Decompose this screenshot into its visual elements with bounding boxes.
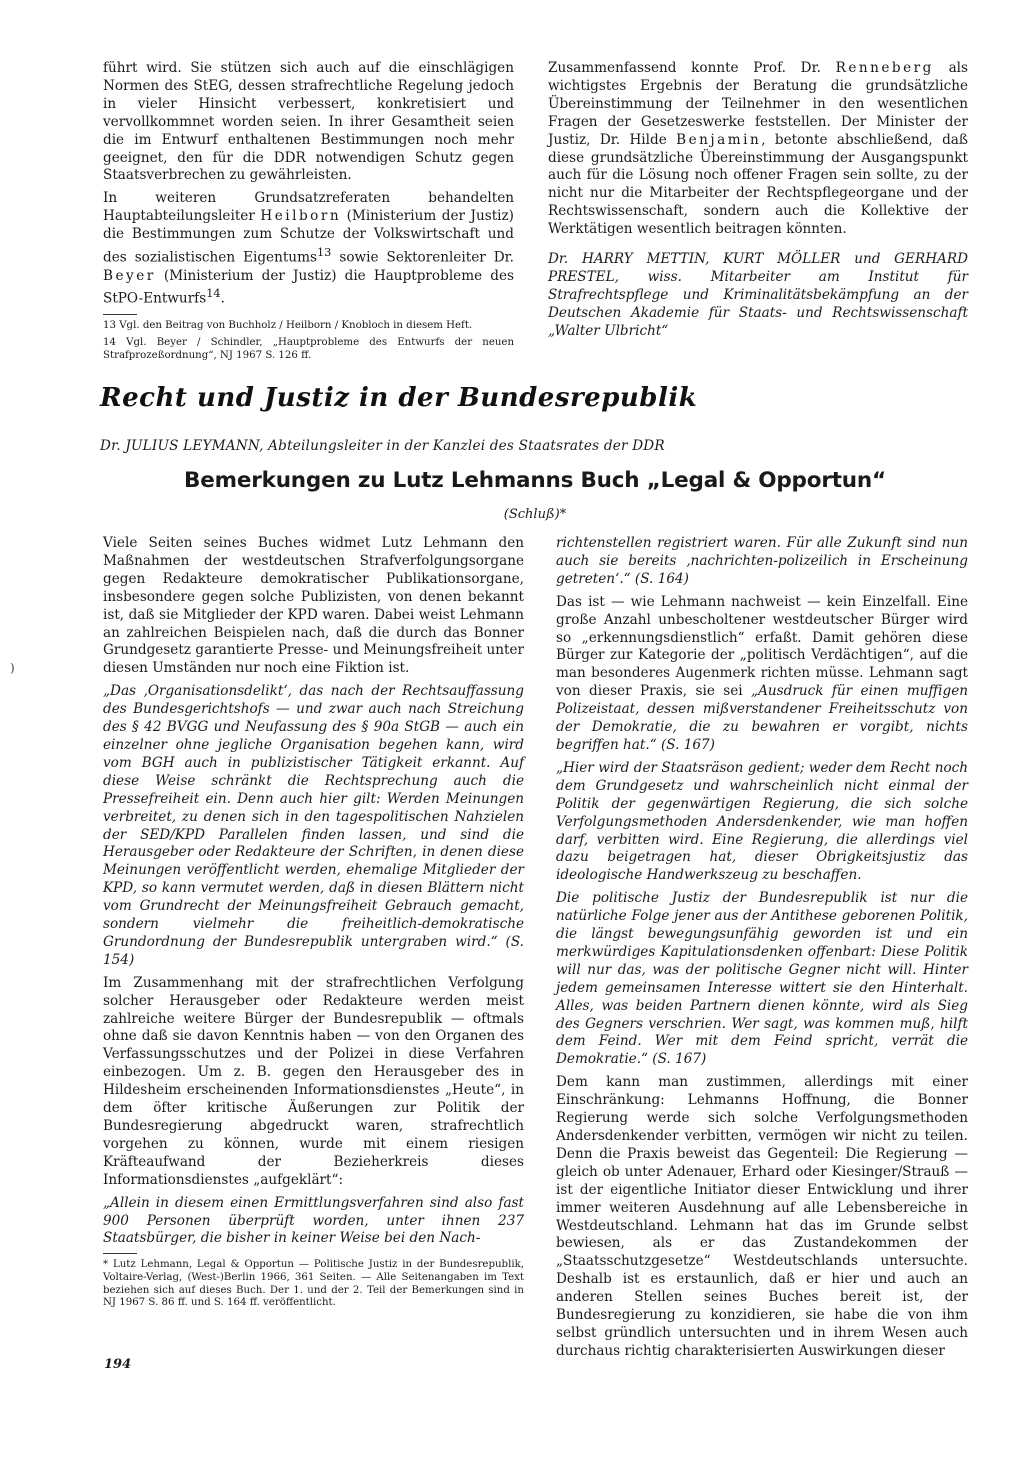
quote: Die politische Justiz der Bundesrepublik ist nur die natürliche Folge jener aus der Antithese geborenen Politik, die längst bewegungsunfähig geworden ist und ein merkwürdiges Kapitulationsdenken offenbart: Diese Politik will nur das, was der politische Gegner nicht will. Hinter jedem gemeinsamen Interesse wittert sie den Hinterhalt. Alles, was beiden Partnern dienen könnte, wird als Sieg des Gegners verschrien. Wer sagt, was kommen muß, hilft dem Feind. Wer mit dem Feind spricht, verrät die Demokratie.“ (S. 167) bbox=[556, 890, 968, 1068]
paragraph bbox=[103, 190, 514, 309]
person-name: Heilborn bbox=[260, 208, 342, 225]
author-line: Dr. JULIUS LEYMANN, Abteilungsleiter in der Kanzlei des Staatsrates der DDR bbox=[100, 438, 665, 454]
footnote-ref: 13 bbox=[316, 245, 332, 260]
paragraph bbox=[548, 60, 968, 239]
page-number: 194 bbox=[104, 1357, 132, 1372]
top-right-column bbox=[548, 60, 968, 346]
footnote-separator bbox=[103, 1253, 137, 1254]
paragraph: Dem kann man zustimmen, allerdings mit einer Einschränkung: Lehmanns Hoffnung, die Bonner Regierung werde sich solche Verfolgungsmethoden Andersdenkender verbitten, vermögen wir nicht zu teilen. Denn die Praxis beweist das Gegenteil: Die Regierung — gleich ob unter Adenauer, Erhard oder Kiesinger/Strauß — ist der eigentliche Initiator dieser Entwicklung und ihrer immer weiteren Ausdehnung auf alle Lebensbereiche in Westdeutschland. Lehmann hat das im Grunde selbst bewiesen, als er das Zustandekommen der „Staatsschutzgesetze“ Westdeutschlands untersuchte. Deshalb ist es erstaunlich, daß er hier und auch an anderen Stellen seines Buches bereit ist, der Bundesregierung zu konzidieren, sie habe die von ihm selbst gründlich untersuchten und in ihrem Wesen auch durchaus richtig charakterisierten Auswirkungen dieser bbox=[556, 1074, 968, 1359]
footnote: * Lutz Lehmann, Legal & Opportun — Politische Justiz in der Bundesrepublik, Voltaire-Verlag, (West-)Berlin 1966, 361 Seiten. — Alle Seitenangaben im Text beziehen sich auf dieses Buch. Der 1. und der 2. Teil der Bemerkungen sind in NJ 1967 S. 86 ff. und S. 164 ff. veröffentlicht. bbox=[103, 1259, 524, 1309]
person-name: Benjamin bbox=[676, 131, 762, 148]
person-name: Renneberg bbox=[835, 60, 934, 76]
quote: richtenstellen registriert waren. Für alle Zukunft sind nun auch sie bereits ‚nachrichten-polizeilich in Erscheinung getreten‘.“ (S. 164) bbox=[556, 535, 968, 587]
quote: „Ausdruck für einen muffigen Polizeistaat, dessen mißverstandener Freiheitsschutz von der Demokratie, die zu bewahren er vorgibt, nichts begriffen hat.“ (S. 167) bbox=[556, 683, 969, 753]
text: , betonte abschließend, daß diese grundsätzliche Übereinstimmung der Ausgangspunkt auch für die Lösung noch offener Fragen sein sollte, zu der nicht nur die Mitarbeiter der Rechtspflegeorgane und der Rechtswissenschaft, sondern auch die Kollektive der Werktätigen wesentlich beitragen könnten. bbox=[548, 131, 968, 238]
main-left-column bbox=[103, 535, 524, 1315]
paragraph: Im Zusammenhang mit der strafrechtlichen Verfolgung solcher Herausgeber oder Redakteure werden meist zahlreiche weitere Bürger der Bundesrepublik — oftmals ohne daß sie davon Kenntnis haben — von den Organen des Verfassungsschutzes und der Polizei in diese Verfahren einbezogen. Um z. B. gegen den Herausgeber des in Hildesheim erscheinenden Informationsdienstes „Heute“, in dem öfter kritische Äußerungen zur Politik der Bundesregierung abgedruckt waren, strafrechtlich vorgehen zu können, wurde mit einem riesigen Kräfteaufwand der Bezieherkreis dieses Informationsdienstes „aufgeklärt“: bbox=[103, 974, 524, 1188]
text: Das ist — wie Lehmann nachweist — kein Einzelfall. Eine große Anzahl unbescholtener westdeutscher Bürger wird so „erkennungsdienstlich“ erfaßt. Damit gehören diese Bürger zur Kategorie der „politisch Verdächtigen“, auf die man besonderes Augenmerk richten müsse. Lehmann sagt von dieser Praxis, sie sei bbox=[556, 593, 968, 700]
quote: „Hier wird der Staatsräson gedient; weder dem Recht noch dem Grundgesetz und wahrscheinlich nicht einmal der Politik der gegenwärtigen Regierung, die sich solche Verfolgungsmethoden Andersdenkender, wie man hoffen darf, verbitten wird. Eine Regierung, die allerdings viel dazu beigetragen hat, dieser Obrigkeitsjustiz das ideologische Handwerkszeug zu beschaffen. bbox=[556, 759, 968, 884]
paragraph: führt wird. Sie stützen sich auch auf die einschlägigen Normen des StEG, dessen strafrechtliche Regelung jedoch in vieler Hinsicht verbessert, konkretisiert und vervollkommnet worden seien. In ihrer Gesamtheit seien die im Entwurf enthaltenen Bestimmungen noch mehr geeignet, den für die DDR notwendigen Schutz gegen Staatsverbrechen zu gewährleisten. bbox=[103, 60, 514, 184]
section-title: Recht und Justiz in der Bundesrepublik bbox=[100, 383, 698, 413]
top-left-column bbox=[103, 60, 514, 368]
quote: „Das ‚Organisationsdelikt‘, das nach der Rechtsauffassung des Bundesgerichtshofs — und zwar auch nach Streichung des § 42 BVGG und Neufassung des § 90a StGB — auch ein einzelner ohne jegliche Organisation begehen kann, wird vom BGH auch in publizistischer Tätigkeit erkannt. Auf diese Weise schränkt die Rechtsprechung auch die Pressefreiheit ein. Denn auch hier gilt: Werden Meinungen verbreitet, zu denen sich in den tagespolitischen Nahzielen der SED/KPD Parallelen finden lassen, und sind die Herausgeber oder Redakteure der Schriften, in denen diese Meinungen veröffentlicht werden, ehemalige Mitglieder der KPD, so kann vermutet werden, daß in diesen Blättern nicht vom Grundrecht der Meinungsfreiheit Gebrauch gemacht, sondern vielmehr die freiheitlich-demokratische Grundordnung der Bundesrepublik untergraben wird.“ (S. 154) bbox=[103, 683, 524, 968]
article-subtitle: (Schluß)* bbox=[503, 507, 567, 522]
text: als wichtigstes Ergebnis der Beratung die grundsätzliche Übereinstimmung der Teilnehmer in den wesentlichen Fragen der Gesetzeswerke feststellen. Der Minister der Justiz, Dr. Hilde bbox=[548, 60, 968, 148]
person-name: Beyer bbox=[103, 267, 156, 284]
text: . bbox=[220, 290, 225, 307]
footnote-separator bbox=[103, 314, 137, 315]
text: (Ministerium der Justiz) die Bestimmungen zum Schutze der Volkswirtschaft und des sozialistischen Eigentums bbox=[103, 208, 514, 266]
quote: „Allein in diesem einen Ermittlungsverfahren sind also fast 900 Personen überprüft worden, unter ihnen 237 Staatsbürger, die bisher in keiner Weise bei den Nach- bbox=[103, 1194, 524, 1247]
footnote: 14 Vgl. Beyer / Schindler, „Hauptprobleme des Entwurfs der neuen Strafprozeßordnung“, NJ 1967 S. 126 ff. bbox=[103, 337, 514, 362]
text: sowie Sektorenleiter Dr. bbox=[331, 249, 514, 266]
authors-signature: Dr. HARRY METTIN, KURT MÖLLER und GERHARD PRESTEL, wiss. Mitarbeiter am Institut für Strafrechtspflege und Kriminalitätsbekämpfung an der Deutschen Akademie für Staats- und Rechtswissenschaft „Walter Ulbricht“ bbox=[548, 251, 968, 339]
text: Zusammenfassend konnte Prof. Dr. bbox=[548, 60, 836, 76]
paragraph: Viele Seiten seines Buches widmet Lutz Lehmann den Maßnahmen der westdeutschen Strafverfolgungsorgane gegen Redakteure demokratischer Publikationsorgane, insbesondere gegen solche Publizisten, von denen bekannt ist, daß sie Mitglieder der KPD waren. Dabei weist Lehmann an zahlreichen Beispielen nach, daß die durch das Bonner Grundgesetz garantierte Presse- und Meinungsfreiheit unter diesen Umständen nur noch eine Fiktion ist. bbox=[103, 535, 524, 677]
footnote-ref: 14 bbox=[206, 286, 221, 301]
margin-mark: ) bbox=[10, 661, 15, 675]
article-title: Bemerkungen zu Lutz Lehmanns Buch „Legal & Opportun“ bbox=[184, 468, 886, 493]
text: (Ministerium der Justiz) die Hauptprobleme des StPO-Entwurfs bbox=[103, 267, 514, 307]
text: In weiteren Grundsatzreferaten behandelten Hauptabteilungsleiter bbox=[103, 190, 514, 225]
paragraph bbox=[556, 594, 968, 755]
main-right-column bbox=[556, 535, 968, 1366]
footnote: 13 Vgl. den Beitrag von Buchholz / Heilborn / Knobloch in diesem Heft. bbox=[103, 319, 473, 331]
